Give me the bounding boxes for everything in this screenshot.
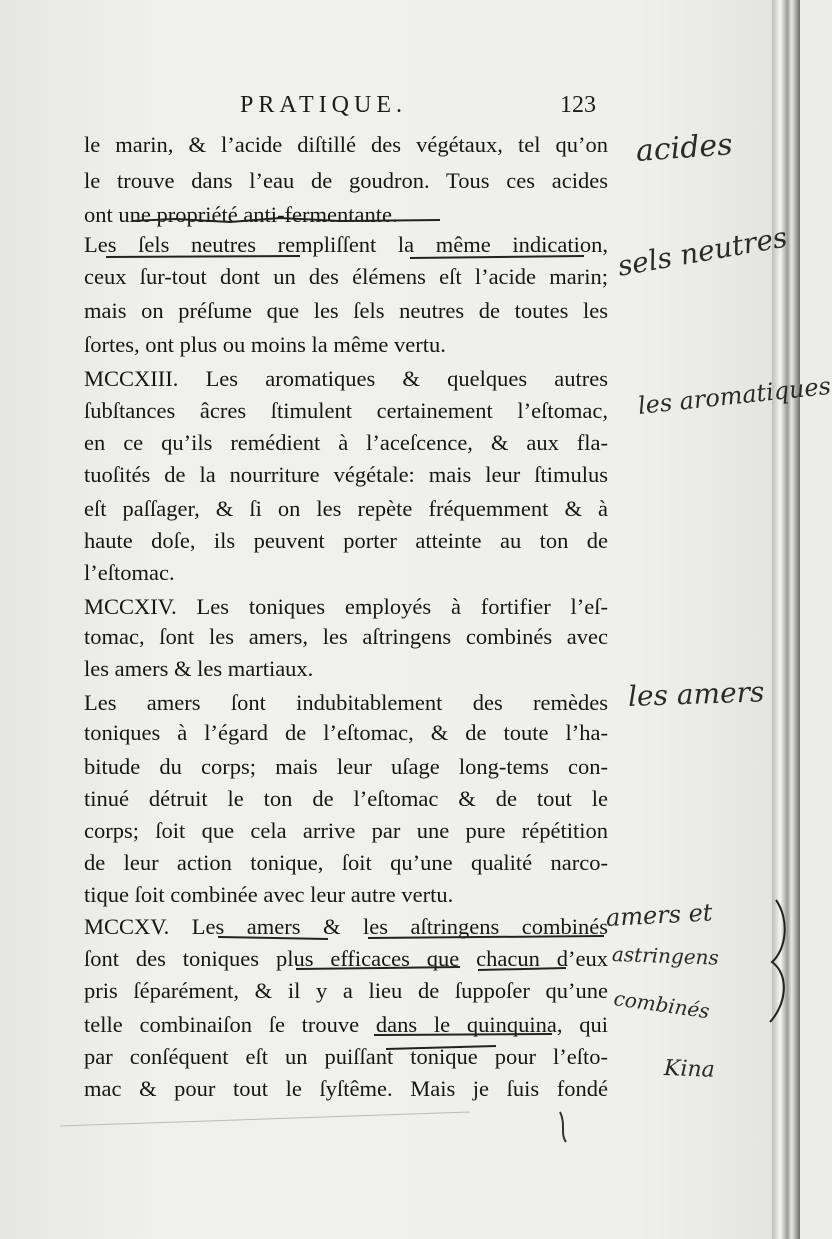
text-line-22: corps; ſoit que cela arrive par une pure répétition	[84, 818, 608, 843]
text-line-20: bitude du corps; mais leur uſage long-tems con-	[84, 754, 608, 779]
text-line-2: le trouve dans l’eau de goudron. Tous ces acides	[84, 168, 608, 193]
text-line-9: ſubſtances âcres ſtimulent certainement l’eſtomac,	[84, 398, 608, 423]
margin-note-acides: acides	[634, 127, 734, 169]
text-line-6: mais on préſume que les ſels neutres de toutes les	[84, 298, 608, 323]
margin-note-sels-neutres: sels neutres	[615, 220, 790, 283]
text-line-27: pris ſéparément, & il y a lieu de ſuppoſer qu’une	[84, 978, 608, 1003]
text-line-16: tomac, ſont les amers, les aſtringens combinés avec	[84, 624, 608, 649]
margin-note-combines: combinés	[612, 986, 712, 1024]
text-line-3: ont une propriété anti-fermentante.	[84, 202, 398, 227]
text-line-18: Les amers ſont indubitablement des remèdes	[84, 690, 608, 715]
running-title: PRATIQUE.	[240, 92, 408, 118]
rule-bottom	[60, 1112, 470, 1126]
text-line-13: haute doſe, ils peuvent porter atteinte au ton de	[84, 528, 608, 553]
text-line-7: ſortes, ont plus ou moins la même vertu.	[84, 332, 446, 357]
text-line-15: MCCXIV. Les toniques employés à fortifier l’eſ-	[84, 594, 608, 619]
text-line-23: de leur action tonique, ſoit qu’une qualité narco-	[84, 850, 608, 875]
text-line-10: en ce qu’ils remédient à l’aceſcence, & aux fla-	[84, 430, 608, 455]
page-number: 123	[560, 92, 596, 118]
text-line-17: les amers & les martiaux.	[84, 656, 314, 681]
margin-note-kina: Kina	[663, 1056, 716, 1083]
margin-note-astringens: astringens	[611, 942, 720, 970]
text-line-12: eſt paſſager, & ſi on les repète fréquemment & à	[84, 496, 608, 521]
text-line-28: telle combinaiſon ſe trouve dans le quinquina, qui	[84, 1012, 608, 1037]
text-line-8: MCCXIII. Les aromatiques & quelques autres	[84, 366, 608, 391]
underline-propriete	[132, 218, 440, 222]
text-line-1: le marin, & l’acide diſtillé des végétaux, tel qu’on	[84, 132, 608, 157]
margin-note-amers-et: amers et	[605, 898, 714, 932]
text-line-19: toniques à l’égard de l’eſtomac, & de toute l’ha-	[84, 720, 608, 745]
pen-stroke-bottom	[560, 1112, 566, 1142]
underline-quinquina	[374, 1034, 552, 1035]
text-line-25: MCCXV. Les amers & les aſtringens combinés	[84, 914, 608, 939]
underline-tonique	[386, 1046, 496, 1049]
text-line-26: ſont des toniques plus efficaces que chacun d’eux	[84, 946, 608, 971]
text-line-11: tuoſités de la nourriture végétale: mais leur ſtimulus	[84, 462, 608, 487]
margin-note-aromatiques: les aromatiques	[636, 371, 832, 420]
bracket-right	[770, 900, 785, 1022]
text-line-30: mac & pour tout le ſyſtême. Mais je ſuis fondé	[84, 1076, 608, 1101]
text-line-24: tique ſoit combinée avec leur autre vertu.	[84, 882, 454, 907]
underline-sels-neutres	[106, 256, 584, 258]
text-line-14: l’eſtomac.	[84, 560, 175, 585]
text-line-21: tinué détruit le ton de l’eſtomac & de tout le	[84, 786, 608, 811]
underline-amers	[218, 936, 604, 939]
text-line-29: par conſéquent eſt un puiſſant tonique pour l’eſto-	[84, 1044, 608, 1069]
text-line-4: Les ſels neutres rempliſſent la même indication,	[84, 232, 608, 257]
margin-note-amers: les amers	[627, 675, 765, 713]
underline-plus-efficaces	[296, 967, 566, 970]
text-line-5: ceux ſur-tout dont un des élémens eſt l’acide marin;	[84, 264, 608, 289]
